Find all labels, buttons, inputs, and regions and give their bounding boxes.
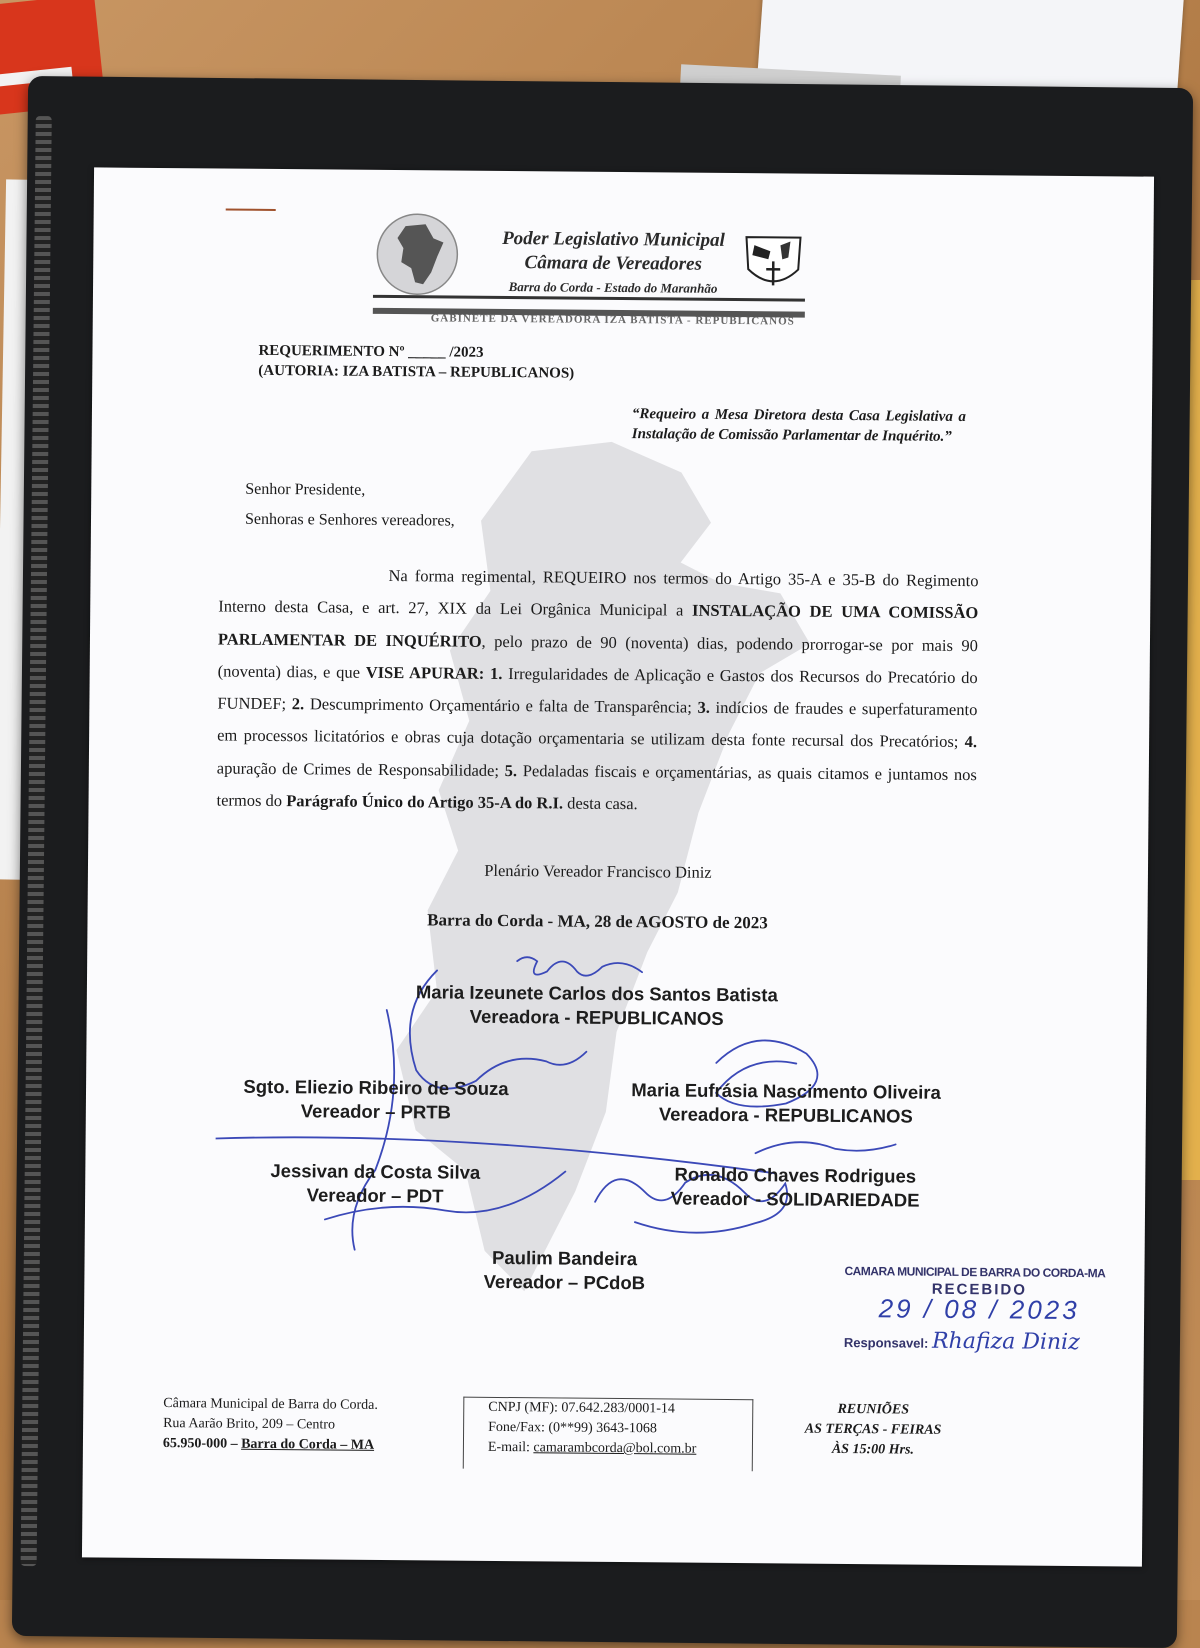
body-bold-1: INSTALAÇÃO DE UMA COMISSÃO PARLAMENTAR DE INQUÉRITO (218, 601, 978, 650)
maranhao-map-logo-icon (375, 212, 460, 297)
body-text-2: , pelo prazo de 90 (noventa) dias, podendo prorrogar-se por mais 90 (noventa) dias, e que (218, 631, 978, 681)
salutation (245, 475, 455, 537)
salutation-line2: Senhoras e Senhores vereadores, (245, 505, 455, 537)
letterhead-subtitle: Barra do Corda - Estado do Maranhão (463, 275, 763, 302)
signatory-name: Sgto. Eliezio Ribeiro de Souza (206, 1074, 546, 1101)
footer-meetings-days: AS TERÇAS - FEIRAS (753, 1419, 993, 1441)
footer-address-line1: Câmara Municipal de Barra do Corda. (163, 1394, 463, 1417)
salutation-line1: Senhor Presidente, (245, 475, 455, 507)
body-text-7: Pedaladas fiscais e orçamentárias, as quais citamos e juntamos nos termos do (216, 761, 976, 810)
folder-binding (21, 116, 52, 1566)
footer-meetings-title: REUNIÕES (753, 1399, 993, 1421)
signatory-3 (586, 1078, 986, 1129)
signatory-role: Vereador – PRTB (206, 1098, 546, 1125)
footer-address-line2: Rua Aarão Brito, 209 – Centro (163, 1414, 463, 1437)
document-page (82, 167, 1154, 1566)
body-bold-7: Parágrafo Único do Artigo 35-A do R.I. (286, 791, 563, 812)
footer-email[interactable]: camarambcorda@bol.com.br (533, 1440, 696, 1456)
stamp-date: 29 / 08 / 2023 (844, 1293, 1114, 1326)
body-bold-3: 2. (292, 694, 305, 713)
stamp-responsible (844, 1328, 1114, 1355)
received-stamp (844, 1264, 1115, 1355)
stamp-responsible-label: Responsavel: (844, 1335, 929, 1351)
signatory-name: Maria Izeunete Carlos dos Santos Batista (387, 980, 807, 1008)
signatory-role: Vereador - SOLIDARIEDADE (625, 1186, 965, 1213)
body-text-8: desta casa. (563, 794, 638, 814)
body-bold-5: 4. (965, 733, 978, 752)
ementa: “Requeiro a Mesa Diretora desta Casa Legislativa a Instalação de Comissão Parlamentar de Inquérito.” (632, 404, 966, 447)
body-text-4: Descumprimento Orçamentário e falta de Transparência; (304, 694, 697, 716)
footer-phone: Fone/Fax: (0**99) 3643-1068 (488, 1418, 752, 1440)
signatory-role: Vereadora - REPUBLICANOS (586, 1102, 986, 1129)
stamp-org: CAMARA MUNICIPAL DE BARRA DO CORDA-MA (844, 1264, 1114, 1280)
plenary-place: Plenário Vereador Francisco Diniz (418, 860, 778, 883)
signatory-6 (444, 1246, 684, 1296)
document-footer (163, 1394, 994, 1473)
signatory-name: Jessivan da Costa Silva (225, 1159, 525, 1186)
signatory-role: Vereadora - REPUBLICANOS (387, 1004, 807, 1032)
body-text-6: apuração de Crimes de Responsabilidade; (217, 758, 505, 780)
footer-cnpj: CNPJ (MF): 07.642.283/0001-14 (488, 1398, 752, 1420)
stamp-responsible-name: Rhafiza Diniz (932, 1329, 1080, 1355)
body-text-3: Irregularidades de Aplicação e Gastos dos Recursos do Precatório do FUNDEF; (217, 664, 977, 713)
signatory-name: Paulim Bandeira (444, 1246, 684, 1272)
signatory-5 (625, 1162, 965, 1213)
signatory-4 (225, 1159, 525, 1210)
signatory-2 (206, 1074, 546, 1125)
document-date: Barra do Corda - MA, 28 de AGOSTO de 2023 (377, 910, 817, 934)
gabinete-label: GABINETE DA VEREADORA IZA BATISTA - REPUBLICANOS (393, 312, 833, 328)
footer-address (163, 1394, 464, 1457)
letterhead-line1: Poder Legislativo Municipal (463, 227, 763, 254)
body-paragraph (216, 559, 978, 824)
body-bold-4: 3. (697, 698, 710, 717)
footer-meetings (753, 1399, 994, 1461)
signatory-role: Vereador – PDT (225, 1183, 525, 1210)
body-text-5: indícios de fraudes e superfaturamento em processos licitatórios e obras cuja dotação orçamentaria se utilizam desta fonte recursal dos Precatórios; (217, 698, 977, 752)
body-bold-2: VISE APURAR: 1. (366, 663, 503, 683)
footer-meetings-time: ÀS 15:00 Hrs. (753, 1439, 993, 1461)
letterhead-title (463, 227, 764, 302)
footer-email-label: E-mail: (488, 1440, 534, 1455)
footer-address-line3 (163, 1434, 463, 1457)
stamp-received: RECEBIDO (844, 1280, 1114, 1299)
body-text-1: Na forma regimental, REQUEIRO nos termos do Artigo 35-A e 35-B do Regimento Interno desta Casa, e art. 27, XIX da Lei Orgânica Municipal a (218, 566, 978, 620)
requerimento-author: (AUTORIA: IZA BATISTA – REPUBLICANOS) (258, 361, 574, 384)
signatory-role: Vereador – PCdoB (444, 1270, 684, 1296)
requerimento-number: REQUERIMENTO Nº _____ /2023 (258, 341, 574, 364)
footer-city: Barra do Corda – MA (241, 1437, 374, 1453)
signatory-name: Maria Eufrásia Nascimento Oliveira (586, 1078, 986, 1105)
body-bold-6: 5. (505, 761, 518, 780)
signatory-name: Ronaldo Chaves Rodrigues (625, 1162, 965, 1189)
coat-of-arms-shield-icon (740, 229, 807, 296)
requerimento-heading (258, 341, 574, 384)
letterhead-line2: Câmara de Vereadores (463, 251, 763, 278)
footer-contact (463, 1397, 754, 1472)
footer-email-line (488, 1438, 752, 1460)
ink-mark (226, 209, 276, 211)
signatory-1 (387, 980, 807, 1032)
footer-cep-separator: – (227, 1437, 241, 1452)
footer-cep: 65.950-000 (163, 1436, 227, 1452)
